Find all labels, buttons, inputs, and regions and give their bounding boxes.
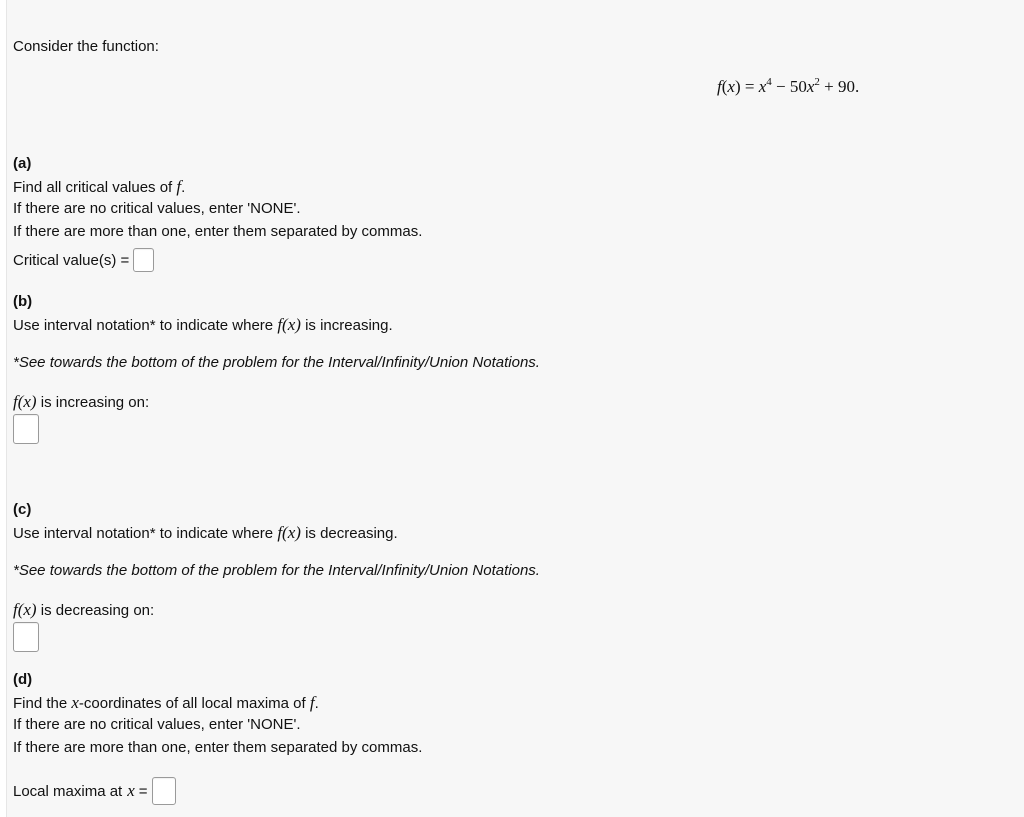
part-b-notation-note: *See towards the bottom of the problem for the Interval/Infinity/Union Notations. [13, 354, 540, 371]
part-d-commas-hint: If there are more than one, enter them separated by commas. [13, 739, 423, 756]
local-maxima-label: Local maxima at [13, 782, 123, 800]
part-c-instruction [13, 523, 398, 543]
critical-values-label: Critical value(s) = [13, 251, 130, 269]
part-d-label: (d) [13, 671, 33, 688]
part-c-answer-wrap [13, 622, 39, 652]
part-b-answer-label-row [13, 392, 149, 412]
local-maxima-equals: = [138, 782, 148, 800]
part-c-answer-label-row [13, 600, 154, 620]
part-d-answer-row [13, 776, 176, 806]
part-a-instruction [13, 177, 185, 197]
problem-page [6, 0, 1024, 817]
constant-term: 90. [838, 77, 860, 96]
part-c-label: (c) [13, 501, 32, 518]
increasing-interval-input[interactable] [13, 414, 39, 444]
part-c-fx-symbol: f(x) [277, 523, 301, 542]
part-b-fx-symbol: f(x) [277, 315, 301, 334]
part-d-x-symbol: x [71, 693, 79, 712]
part-a-f-symbol: f [176, 177, 182, 196]
part-b-label: (b) [13, 293, 33, 310]
part-a-none-hint: If there are no critical values, enter 'NONE'. [13, 200, 301, 217]
intro-text: Consider the function: [13, 38, 159, 55]
part-a-answer-row [13, 246, 154, 274]
equals-sign: = [744, 77, 755, 96]
term2-base: x [806, 77, 815, 96]
plus-sign: + [824, 77, 834, 96]
part-b-answer-wrap [13, 414, 39, 444]
term2-coefficient: 50 [789, 77, 807, 96]
critical-values-input[interactable] [133, 248, 154, 272]
part-c-line1-post: is decreasing. [305, 525, 398, 542]
part-b-answer-fx: f(x) [13, 392, 37, 411]
part-a-line1-end: . [181, 179, 186, 196]
decreasing-interval-input[interactable] [13, 622, 39, 652]
minus-sign: − [776, 77, 786, 96]
part-d-line1-mid: -coordinates of all local maxima of [78, 695, 306, 712]
local-maxima-input[interactable] [152, 777, 176, 805]
part-c-answer-fx: f(x) [13, 600, 37, 619]
part-a-line1-text: Find all critical values of [13, 179, 173, 196]
part-a-label: (a) [13, 155, 32, 172]
part-d-f-symbol: f [309, 693, 315, 712]
part-a-commas-hint: If there are more than one, enter them separated by commas. [13, 223, 423, 240]
decreasing-on-label: is decreasing on: [40, 602, 155, 619]
part-d-none-hint: If there are no critical values, enter 'NONE'. [13, 716, 301, 733]
term1-base: x [758, 77, 767, 96]
part-b-instruction [13, 315, 393, 335]
term2-exponent: 2 [814, 76, 820, 88]
part-c-line1-pre: Use interval notation* to indicate where [13, 525, 274, 542]
function-name: f [717, 77, 722, 96]
part-d-instruction [13, 693, 319, 713]
local-maxima-x-symbol: x [127, 781, 135, 800]
part-b-line1-post: is increasing. [305, 317, 393, 334]
part-d-line1-pre: Find the [13, 695, 68, 712]
part-d-line1-end: . [314, 695, 319, 712]
term1-exponent: 4 [766, 76, 772, 88]
function-equation: $f(x) = x^4 - 50x^2 + 90$. [717, 76, 860, 96]
function-variable: x [727, 77, 735, 96]
part-c-notation-note: *See towards the bottom of the problem for the Interval/Infinity/Union Notations. [13, 562, 540, 579]
part-b-line1-pre: Use interval notation* to indicate where [13, 317, 274, 334]
increasing-on-label: is increasing on: [40, 394, 150, 411]
